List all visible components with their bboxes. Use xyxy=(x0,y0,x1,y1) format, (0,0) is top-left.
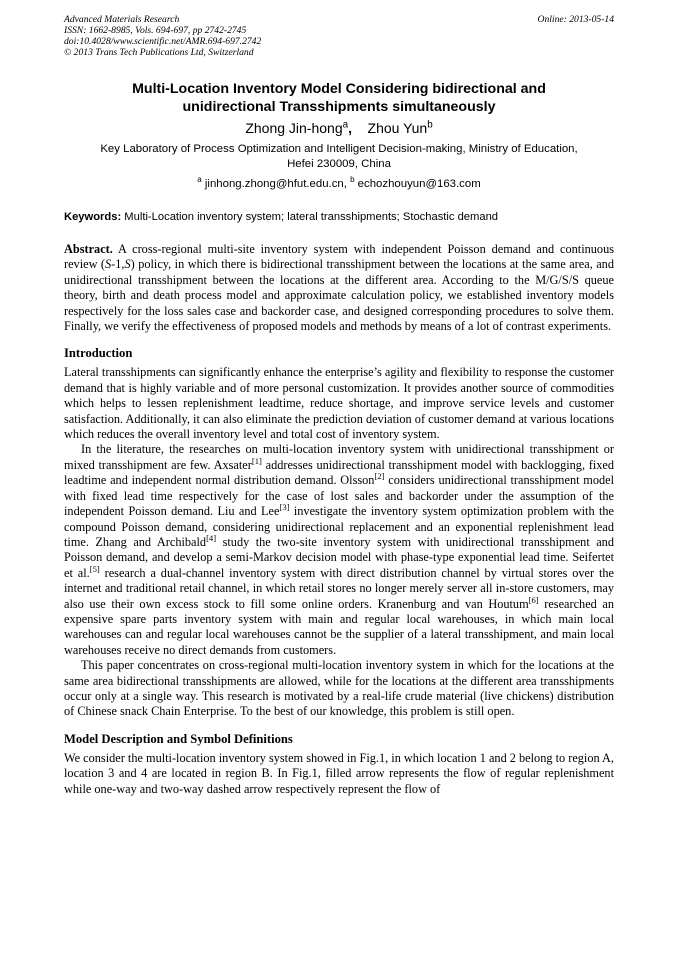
email-sup-b: b xyxy=(350,175,355,185)
abstract xyxy=(64,242,614,334)
intro-p2-text-b: addresses unidirectional transshipment model with backlogging, fixed leadtime and independent normal distribution demand. Olsson xyxy=(64,457,615,488)
citation-6: [6] xyxy=(528,594,539,605)
author-1-sup: a xyxy=(342,119,349,131)
keywords xyxy=(64,210,614,224)
author-2-sup: b xyxy=(427,119,433,131)
abstract-text-3: ) policy, in which there is bidirectional transshipment between the locations at the same area, and unidirectional transshipment between the locations at the different area. According to the M/G/S/S queue theory, birth and death process model and approximate calculation policy, we established inventory models respectively for the loss sales case and backorder case, and designed corresponding procedures to solve them. Finally, we verify the effectiveness of proposed models and methods by means of a lot of contrast experiments. xyxy=(64,257,614,334)
citation-1: [1] xyxy=(251,455,262,466)
online-date: Online: 2013-05-14 xyxy=(537,14,614,25)
intro-p2-text-e: study the two-site inventory system with unidirectional transshipment and Poisson demand, and develop a semi-Markov decision model with phase-type exponential lead time. Seifertet et al. xyxy=(64,534,614,580)
copyright: © 2013 Trans Tech Publications Ltd, Switzerland xyxy=(64,47,254,58)
citation-5: [5] xyxy=(89,563,100,574)
intro-p2-text-c: considers unidirectional transshipment model with fixed lead time respectively for the case of lost sales and backorder under the assumption of the independent Poisson demand. Liu and Lee xyxy=(64,473,614,519)
model-paragraph-1: We consider the multi-location inventory system showed in Fig.1, in which location 1 and 2 belong to region A, location 3 and 4 are located in region B. In Fig.1, filled arrow represents the flow of regular replenishment while one-way and two-way dashed arrow respectively represent the flow of xyxy=(64,750,614,796)
intro-p2-text-a: In the literature, the researches on multi-location inventory system with unidirectional transshipment or mixed transshipment are few. Axsater xyxy=(64,442,614,472)
journal-header xyxy=(64,14,614,58)
author-separator: , xyxy=(348,120,352,136)
abstract-text-2: -1, xyxy=(111,257,125,272)
email-a[interactable]: jinhong.zhong@hfut.edu.cn, xyxy=(201,178,351,190)
affiliation-line-1: Key Laboratory of Process Optimization and Intelligent Decision-making, Ministry of Education, xyxy=(100,143,578,155)
intro-p2-text-f: research a dual-channel inventory system with direct distribution channel by virtual stores over the internet and traditional retail channel, in which retail stores no longer merely server all in-store customers, may also use their own excess stock to fill some online orders. Kranenburg and van Houtum xyxy=(64,565,614,611)
abstract-var-s1: S xyxy=(105,257,112,272)
email-sup-a: a xyxy=(197,175,202,185)
affiliation-line-2: Hefei 230009, China xyxy=(287,158,391,170)
intro-p2-text-d: investigate the inventory system optimization problem with the compound Poisson demand, considering unidirectional replacement and an exponential replenishment lead time. Zhang and Archibald xyxy=(64,504,615,549)
citation-2: [2] xyxy=(374,471,385,482)
abstract-text-1: A cross-regional multi-site inventory system with independent Poisson demand and continuous review ( xyxy=(64,242,614,272)
emails xyxy=(64,177,614,191)
issn: ISSN: 1662-8985, Vols. 694-697, pp 2742-2745 xyxy=(64,25,247,36)
title-line-2: unidirectional Transshipments simultaneously xyxy=(182,99,496,115)
citation-4: [4] xyxy=(206,532,217,543)
intro-paragraph-2 xyxy=(64,442,614,658)
journal-name: Advanced Materials Research xyxy=(64,14,180,25)
email-b[interactable]: echozhouyun@163.com xyxy=(354,178,481,190)
keywords-text: Multi-Location inventory system; lateral transshipments; Stochastic demand xyxy=(121,211,499,223)
intro-paragraph-1: Lateral transshipments can significantly enhance the enterprise’s agility and flexibility to response the customer demand that is highly variable and of more personal customization. It provides another source of commodities which helps to lessen replenishment leadtime, reduce shortage, and improve service levels and customer satisfaction. Additionally, it can also eliminate the prediction deviation of customer demand at various locations which reduces the overall inventory level and total cost of inventory system. xyxy=(64,365,614,442)
affiliation xyxy=(64,142,614,172)
model-heading: Model Description and Symbol Definitions xyxy=(64,731,293,746)
authors xyxy=(64,119,614,137)
author-2: Zhou Yun xyxy=(367,120,428,136)
paper-title xyxy=(64,80,614,116)
citation-3: [3] xyxy=(279,502,290,512)
abstract-var-s2: S xyxy=(124,257,131,272)
doi: doi:10.4028/www.scientific.net/AMR.694-697.2742 xyxy=(64,36,262,47)
abstract-label: Abstract. xyxy=(64,242,113,256)
author-1: Zhong Jin-hong xyxy=(245,120,343,136)
intro-p2-text-g: researched an expensive spare parts inventory system with main and regular local warehouses, in which main local warehouses can and regular local warehouses cannot be the supplier of a lateral transshipment, and main local warehouses receive no direct demands from customers. xyxy=(64,596,614,657)
keywords-label: Keywords: xyxy=(64,211,122,223)
title-line-1: Multi-Location Inventory Model Considering bidirectional and xyxy=(132,81,546,97)
introduction-heading: Introduction xyxy=(64,346,133,361)
intro-paragraph-3: This paper concentrates on cross-regional multi-location inventory system in which for the locations at the same area bidirectional transshipments are allowed, while for the locations at the different area transshipments occur only at a single way. This research is motivated by a real-life crude material (live chickens) distribution of Chinese snack Chain Enterprise. To the best of our knowledge, this problem is still open. xyxy=(64,658,614,719)
